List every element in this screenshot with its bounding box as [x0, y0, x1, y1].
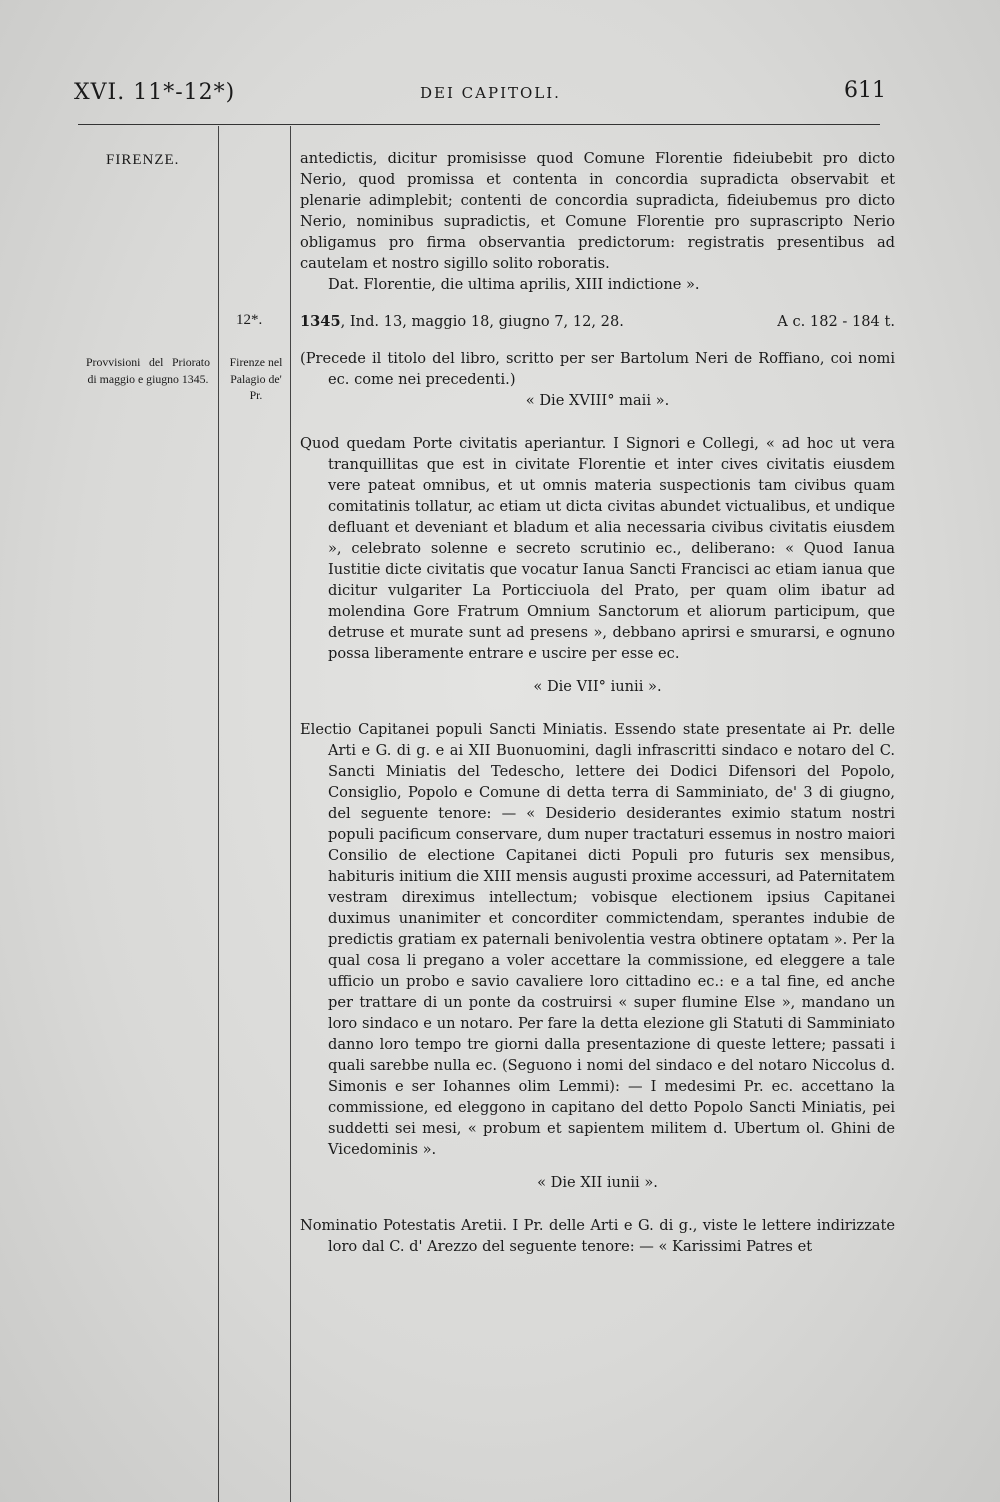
running-title: DEI CAPITOLI. [420, 84, 561, 102]
paragraph-electio: Electio Capitanei populi Sancti Miniatis. Essendo state presentate ai Pr. delle Arti e G. di g. e ai XII Buonuomini, dagli infrascritti sindaco e notaro del C. Sancti Miniatis del Tedescho, lettere dei Dodici Difensori del Popolo, Consiglio, Popolo e Comune di detta terra di Samminiato, de' 3 di giugno, del seguente tenore: — « Desiderio desiderantes eximio statum nostri populi pacificum conservare, dum nuper tractaturi essemus in nostro maiori Consilio de electione Capitanei dicti Populi pro futuris sex mensibus, habituris initium die XIII mensis augusti proxime accessuri, ad Paternitatem vestram direximus intellectum; vobisque electionem ipsius Capitanei duximus unanimiter et concorditer commictendam, sperantes indubie de predictis gratiam ex paternali benivolentia vestra obtinere optatam ». Per la qual cosa li pregano a voler accettare la commissione, ed eleggere a tale ufficio un probo e savio cavaliere loro cittadino ec.: e a tal fine, ed anche per trattare di un ponte da costruirsi « super flumine Else », mandano un loro sindaco e un notaro. Per fare la detta elezione gli Statuti di Samminiato danno loro tempo tre giorni dalla presentazione di queste lettere; passati i quali sarebbe nulla ec. (Seguono i nomi del sindaco e del notaro Niccolus d. Simonis e ser Iohannes olim Lemmi): — I medesimi Pr. ec. accettano la commissione, ed eleggono in capitano del detto Popolo Sancti Miniatis, pei suddetti sei mesi, « probum et sapientem militem d. Ubertum ol. Ghini de Vicedominis ». [300, 721, 895, 1158]
date-heading-3: « Die XII iunii ». [537, 1174, 658, 1191]
margin-location: Firenze nel Palagio de' Pr. [229, 355, 283, 402]
paragraph-porte: Quod quedam Porte civitatis aperiantur. I Signori e Collegi, « ad hoc ut vera tranquillitas que est in civitate Florentie et inter cives civitatis eiusdem vere pateat omnibus, et ut omnis materia suspectionis tam civibus quam comitatinis tollatur, ac etiam ut dicta civitas abundet victualibus, et undique defluant et deveniant et bladum et alia necessaria civibus civitatis eiusdem », celebrato solenne e secreto scrutinio ec., deliberano: « Quod Ianua Iustitie dicte civitatis que vocatur Ianua Sancti Francisci ac etiam ianua que dicitur vulgariter La Porticciuola del Prato, per quam olim ibatur ad molendina Gore Fratrum Omnium Sanctorum et aliorum participum, que detruse et murate sunt ad presens », debbano aprirsi e smurarsi, e ognuno possa liberamente entrare e uscire per esse ec. [300, 435, 895, 662]
section-reference: XVI. 11*-12*) [74, 80, 236, 105]
paragraph-nominatio: Nominatio Potestatis Aretii. I Pr. delle Arti e G. di g., viste le lettere indirizzate loro dal C. d' Arezzo del seguente tenore: — « Karissimi Patres et [300, 1217, 895, 1255]
dating-clause: Dat. Florentie, die ultima aprilis, XIII indictione ». [328, 276, 700, 293]
running-header [0, 70, 1000, 110]
entry-dates: , Ind. 13, maggio 18, giugno 7, 12, 28. [340, 313, 624, 330]
margin-provisions-note: Provvisioni del Priorato di maggio e giugno 1345. [86, 355, 210, 386]
entry-heading [300, 311, 895, 332]
margin-entry-number: 12*. [236, 312, 263, 328]
page-number: 611 [844, 78, 886, 103]
entry-reference: A c. 182 - 184 t. [777, 313, 895, 330]
column-divider-1 [218, 126, 219, 1502]
entry-year: 1345 [300, 313, 341, 330]
header-rule [78, 124, 880, 125]
column-divider-2 [290, 126, 291, 1502]
date-heading-2: « Die VII° iunii ». [533, 678, 662, 695]
paragraph-concordia: antedictis, dicitur promisisse quod Comune Florentie fideiubebit pro dicto Nerio, quod promissa et contenta in concordia supradicta observabit et plenarie adimplebit; contenti de concordia supradicta, fideiubemus pro dicto Nerio, nominibus supradictis, et Comune Florentie pro suprascripto Nerio obligamus pro firma observantia predictorum: registratis presentibus ad cautelam et nostro sigillo solito roboratis. [300, 150, 895, 272]
margin-place: FIRENZE. [106, 152, 180, 168]
date-heading-1: « Die XVIII° maii ». [525, 392, 670, 409]
title-note: (Precede il titolo del libro, scritto per ser Bartolum Neri de Roffiano, coi nomi ec. come nei precedenti.) [300, 350, 895, 388]
main-text [300, 148, 895, 1257]
